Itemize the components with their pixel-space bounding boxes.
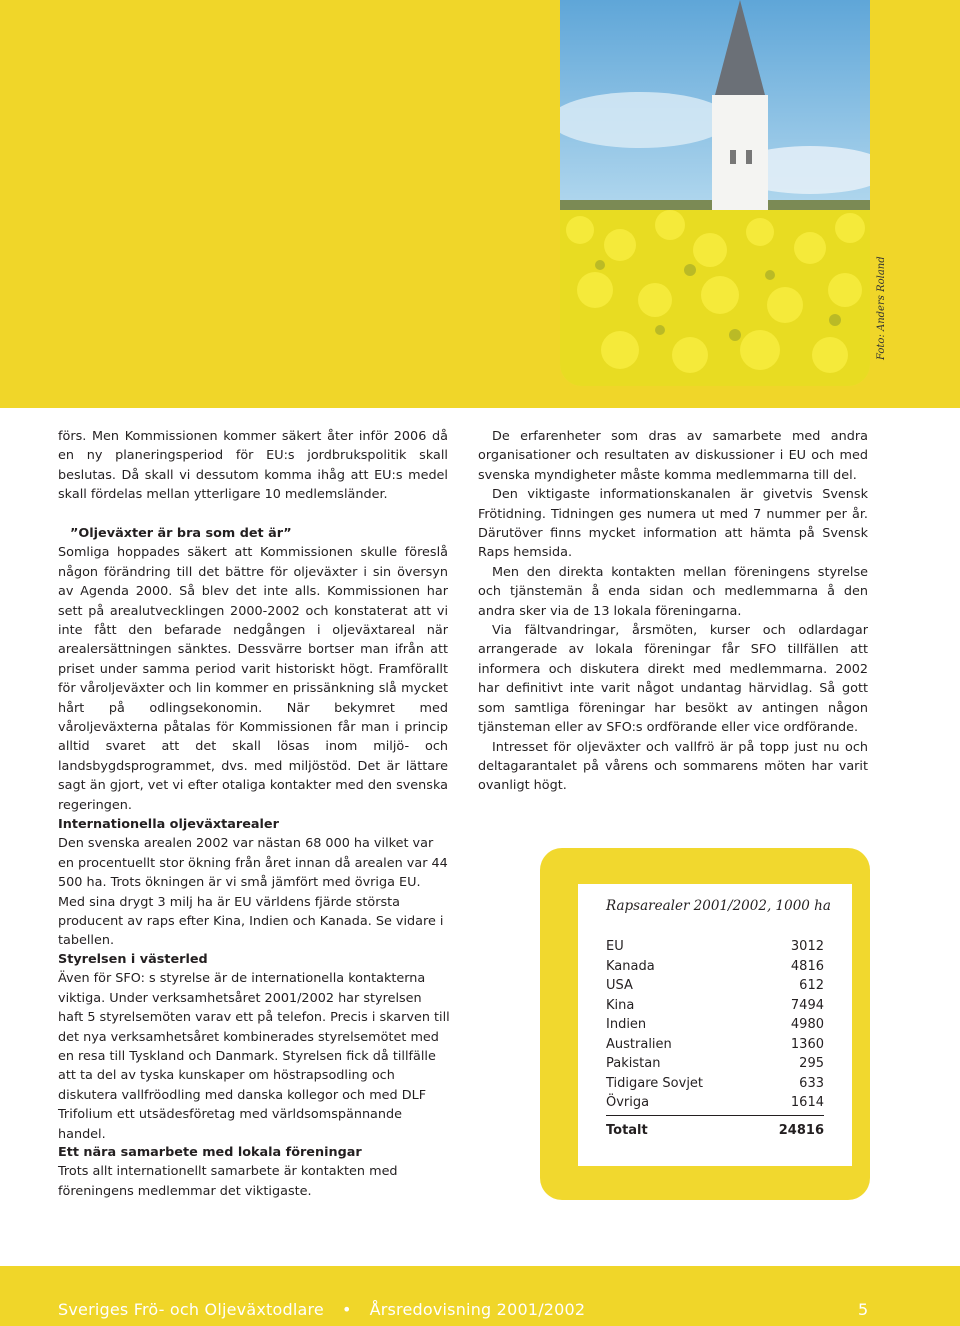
table-row: [606, 1035, 824, 1055]
country-cell: EU: [606, 939, 624, 954]
country-cell: Övriga: [606, 1095, 650, 1110]
section-international: [58, 815, 450, 951]
footer-report: Årsredovisning 2001/2002: [369, 1300, 586, 1319]
table-rows: [606, 937, 824, 1113]
section-text: Den svenska arealen 2002 var nästan 68 000 ha vilket var en procentuellt stor ökning från året innan då arealen var 44 500 ha. Trots ökningen är vi små jämfört med övriga EU. Med sina drygt 3 milj ha är EU världens fjärde största producent av raps efter Kina, Indien och Kanada. Se vidare i tabellen.: [58, 836, 448, 949]
section-heading: Internationella oljeväxtarealer: [58, 817, 279, 832]
paragraph: Den viktigaste informationskanalen är givetvis Svensk Frötidning. Tidningen ges numera ut med 7 nummer per år. Därutöver finns mycket information att hämta på Svensk Raps hemsida.: [478, 487, 868, 561]
section-heading: Ett nära samarbete med lokala föreningar: [58, 1145, 362, 1160]
value-cell: 295: [799, 1056, 824, 1071]
table-title: Rapsarealer 2001/2002, 1000 ha: [606, 898, 831, 914]
section-local: [58, 1143, 450, 1201]
country-cell: Kanada: [606, 958, 655, 974]
table-row: [606, 976, 824, 996]
section-text: Även för SFO: s styrelse är de internationella kontakterna viktiga. Under verksamhetsåret 2001/2002 har styrelsen haft 5 styrelsemöten varav ett på telefon. Precis i skarven till det nya verksamhetsåret kombinerades styrelsemötet med en resa till Tyskland och Danmark. Styrelsen fick då tillfälle att ta del av tyska kunskaper om höstrapsodling och diskutera vallfröodling med danska kollegor och med DLF Trifolium ett utsädesföretag med världsomspännande handel.: [58, 971, 450, 1142]
table-row: [606, 937, 824, 957]
table-row: [606, 1093, 824, 1113]
spacer: [58, 505, 448, 524]
footer-bullet: •: [341, 1300, 352, 1319]
country-cell: Pakistan: [606, 1056, 661, 1071]
value-cell: 4980: [790, 1017, 824, 1032]
country-cell: USA: [606, 978, 633, 993]
value-cell: 633: [799, 1075, 824, 1091]
rapeseed-field-photo: [560, 0, 870, 386]
value-cell: 7494: [790, 997, 824, 1013]
footer-org: Sveriges Frö- och Oljeväxtodlare: [58, 1300, 324, 1319]
table-row: [606, 1015, 824, 1035]
subheading: ”Oljeväxter är bra som det är”: [70, 526, 292, 542]
table-row: [606, 957, 824, 977]
paragraph: Men den direkta kontakten mellan föreningens styrelse och tjänstemän å enda sidan och medlemmarna å den andra sker via de 13 lokala föreningarna.: [478, 564, 868, 619]
table-total-rule: [606, 1115, 824, 1116]
total-label: Totalt: [606, 1123, 648, 1138]
section-text: Trots allt internationellt samarbete är kontakten med föreningens medlemmar det viktigaste.: [58, 1164, 398, 1199]
article-column-right: [478, 427, 868, 796]
article-column-left: [58, 427, 448, 815]
table-row: [606, 996, 824, 1016]
section-heading: Styrelsen i västerled: [58, 952, 208, 967]
paragraph: De erfarenheter som dras av samarbete med andra organisationer och resultaten av diskussioner i EU och med svenska myndigheter måste komma medlemmarna till del.: [478, 429, 868, 483]
photo-credit: Foto: Anders Roland: [876, 256, 887, 360]
section-board: [58, 950, 450, 1144]
country-cell: Tidigare Sovjet: [606, 1075, 704, 1091]
paragraph: förs. Men Kommissionen kommer säkert åter inför 2006 då en ny planeringsperiod för EU:s jordbrukspolitik skall beslutas. Då skall vi dessutom komma ihåg att EU:s medel skall fördelas mellan ytterligare 10 medlemsländer.: [58, 429, 448, 503]
footer-title: [58, 1300, 585, 1319]
value-cell: 4816: [790, 958, 824, 974]
value-cell: 1614: [790, 1095, 824, 1110]
paragraph: Somliga hoppades säkert att Kommissionen skulle föreslå någon förändring till det bättre för oljeväxter i sin översyn av Agenda 2000. Så blev det inte alls. Kommissionen har sett på arealutvecklingen 2000-2002 och konstaterat att vi inte fått den befarade nedgången i oljeväxtareal när arealersättningen sänktes. Dessvärre bortser man ifrån att priset under samma period varit historiskt högt. Framförallt för våroljeväxter och lin kommer en prissänkning slå mycket hårt på odlingsekonomin. När bekymret med våroljeväxterna påtalas för Kommissionen får man i princip alltid svaret att det skall lösas inom miljö- och landsbygdsprogrammet, dvs. med miljöstöd. Det är lättare sagt än gjort, vet vi efter otaliga kontakter med den svenska regeringen.: [58, 545, 448, 813]
total-value: 24816: [778, 1123, 824, 1138]
page-number: 5: [858, 1300, 869, 1319]
country-cell: Australien: [606, 1036, 672, 1052]
table-row: [606, 1054, 824, 1074]
country-cell: Kina: [606, 997, 635, 1013]
paragraph: Intresset för oljeväxter och vallfrö är på topp just nu och deltagarantalet på vårens och sommarens möten har varit ovanligt högt.: [478, 739, 868, 794]
paragraph: Via fältvandringar, årsmöten, kurser och odlardagar arrangerade av lokala föreningar får SFO tillfällen att informera och diskutera direkt med medlemmarna. 2002 har definitivt inte varit något undantag härvidlag. Så gott som samtliga föreningar har besökt av antingen någon tjänsteman eller av SFO:s ordförande eller vice ordförande.: [478, 623, 868, 736]
value-cell: 3012: [790, 939, 824, 954]
value-cell: 612: [799, 978, 824, 993]
table-total-row: [606, 1121, 824, 1141]
country-cell: Indien: [606, 1017, 647, 1032]
table-row: [606, 1074, 824, 1094]
value-cell: 1360: [790, 1036, 824, 1052]
